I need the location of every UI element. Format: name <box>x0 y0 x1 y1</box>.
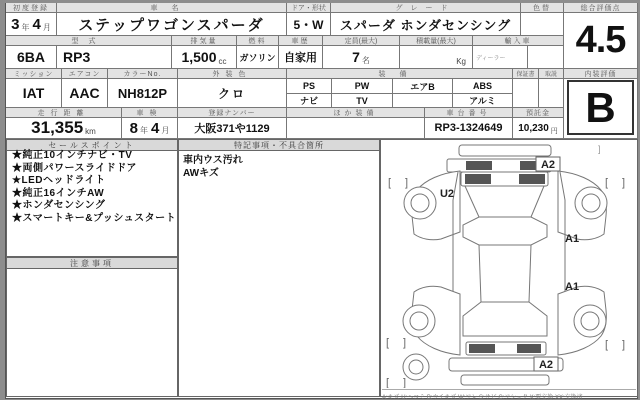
damage-mark-a2-front: A2 <box>540 159 556 171</box>
sales-point-item: ★純正10インチナビ・TV <box>12 150 133 161</box>
windshield-edge-right <box>531 186 544 217</box>
displacement-header: 排気量 <box>172 36 237 46</box>
equip-ps: PS <box>287 79 332 94</box>
history-value: 自家用 <box>279 46 323 69</box>
deposit-unit: 円 <box>550 128 558 135</box>
bracket-icon: [ <box>386 337 390 349</box>
inspection-month-unit: 月 <box>161 126 170 135</box>
inspection-value <box>122 118 178 139</box>
rear-lower-strip <box>461 375 549 385</box>
damage-diagram-panel <box>380 139 638 397</box>
load-value <box>400 46 473 69</box>
roof-panel <box>463 217 547 245</box>
front-wheel-left <box>404 187 436 219</box>
front-light-left <box>466 161 492 170</box>
bracket-icon: ] <box>403 377 407 388</box>
transmission-header: ミッション <box>6 69 62 79</box>
damage-mark-a1-front-door: A1 <box>565 233 580 245</box>
rear-light-right <box>517 344 541 353</box>
sales-point-item: ★LEDヘッドライト <box>12 175 106 186</box>
fuel-value: ガソリン <box>237 46 279 69</box>
grade-header: グレード <box>331 3 521 13</box>
displacement-value <box>172 46 237 69</box>
equip-airbag: エアB <box>393 79 453 94</box>
rear-light-left <box>469 344 495 353</box>
damage-mark-a1-rear-door: A1 <box>565 281 580 293</box>
bracket-icon: [ <box>605 339 609 351</box>
equip-navi: ナビ <box>287 94 332 108</box>
first-reg-year: 3 <box>11 15 20 33</box>
manual-header: 取説 <box>539 69 564 79</box>
import-header: 輸入車 <box>473 36 564 46</box>
sales-points-list <box>12 150 176 225</box>
import-type-note: ディーラー <box>476 55 506 62</box>
front-bumper <box>459 145 551 156</box>
roof-rear-edge-right <box>529 245 531 302</box>
bracket-icon: [ <box>605 177 609 189</box>
sales-point-item: ★スマートキー&プッシュスタート <box>12 212 177 224</box>
capacity-unit: 名 <box>361 56 370 65</box>
damage-mark-a2-rear: A2 <box>538 359 554 371</box>
first-reg-header: 初度登録 <box>6 3 57 13</box>
reg-number-value: 大阪371や1129 <box>178 118 287 139</box>
bracket-icon: ] <box>403 337 407 349</box>
grade-value: スパーダ ホンダセンシング <box>331 13 521 36</box>
bracket-icon: ] <box>622 177 626 189</box>
capacity-value <box>323 46 400 69</box>
car-name-value: ステップワゴンスパーダ <box>57 13 287 36</box>
import-empty-cell <box>528 46 564 69</box>
cowl-glass-right <box>519 174 545 184</box>
sales-point-item: ★純正16インチAW <box>12 187 105 199</box>
equip-abs: ABS <box>453 79 513 94</box>
transmission-value: IAT <box>6 79 62 108</box>
inspection-year-unit: 年 <box>140 126 148 135</box>
car-name-header: 車名 <box>57 3 287 13</box>
interior-grade-value: B <box>567 80 634 135</box>
inspection-header: 車検 <box>122 108 178 118</box>
color-no-value: NH812P <box>108 79 178 108</box>
other-equipment-value <box>287 118 425 139</box>
chassis-header: 車台番号 <box>425 108 513 118</box>
model-prefix-value: 6BA <box>6 46 57 69</box>
inspection-month: 4 <box>151 119 160 137</box>
rear-wheel-right <box>574 305 606 337</box>
equip-alloy: アルミ <box>453 94 513 108</box>
cowl-glass-left <box>465 174 491 184</box>
capacity-header: 定員(最大) <box>323 36 400 46</box>
bracket-icon: [ <box>386 377 390 388</box>
load-unit: Kg <box>456 57 466 66</box>
color-no-header: カラーNo. <box>108 69 178 79</box>
equipment-header: 装備 <box>287 69 513 79</box>
notes-box <box>6 268 178 397</box>
car-expanded-view-diagram <box>381 140 637 388</box>
other-equipment-header: ほか装備 <box>287 108 425 118</box>
deposit-header: 預託金 <box>513 108 564 118</box>
equip-empty <box>393 94 453 108</box>
overall-grade-value: 4.5 <box>564 13 638 69</box>
remark-item: 車内ウス汚れ <box>183 155 243 166</box>
windshield-edge-left <box>465 186 479 217</box>
load-header: 積載量(最大) <box>400 36 473 46</box>
import-type-cell <box>473 46 528 69</box>
reg-number-header: 登録ナンバー <box>178 108 287 118</box>
color-change-value <box>521 13 564 36</box>
first-reg-value <box>6 13 57 36</box>
car-outline <box>403 145 607 385</box>
overall-grade-header: 総合評価点 <box>564 3 638 13</box>
remarks-box <box>178 150 380 397</box>
first-reg-month: 4 <box>32 15 41 33</box>
rear-wheel-left <box>403 305 435 337</box>
notes-header: 注意事項 <box>6 257 178 269</box>
model-value: RP3 <box>57 46 172 69</box>
mileage-value <box>6 118 122 139</box>
damage-code-legend: A:キズ U:ヘコミ B:ウチキズ W:ワレ S:サビ C:フショク X:要交換 XX:交換済 <box>382 389 636 400</box>
door-header: ドア・形状 <box>287 3 331 13</box>
equip-pw: PW <box>332 79 393 94</box>
aircon-value: AAC <box>62 79 108 108</box>
interior-grade-header: 内装評価 <box>564 69 638 79</box>
mileage-unit: km <box>85 127 96 136</box>
inspection-year: 8 <box>129 119 138 137</box>
displacement-number: 1,500 <box>181 49 217 65</box>
color-change-header: 色替 <box>521 3 564 13</box>
spare-tire <box>403 354 429 380</box>
deposit-number: 10,230 <box>518 122 549 134</box>
sales-point-item: ★ホンダセンシング <box>12 200 106 211</box>
remarks-header: 特記事項・不具合箇所 <box>178 139 380 151</box>
manual-value <box>539 79 564 108</box>
mileage-header: 走行距離 <box>6 108 122 118</box>
interior-grade-cell <box>564 79 638 139</box>
capacity-number: 7 <box>352 49 360 65</box>
bracket-icon: ] <box>598 144 601 154</box>
model-header: 型式 <box>6 36 172 46</box>
rear-glass <box>463 302 547 336</box>
remark-item: AWキズ <box>183 168 219 179</box>
ext-color-value: クロ <box>178 79 287 108</box>
damage-mark-u2-fender: U2 <box>439 188 455 200</box>
front-wheel-right <box>575 187 607 219</box>
warranty-value <box>513 79 539 108</box>
sales-points-header: セールスポイント <box>6 139 178 151</box>
aircon-header: エアコン <box>62 69 108 79</box>
fuel-header: 燃料 <box>237 36 279 46</box>
warranty-header: 保証書 <box>513 69 539 79</box>
history-header: 車歴 <box>279 36 323 46</box>
door-value: 5・W <box>287 13 331 36</box>
displacement-unit: cc <box>218 57 227 66</box>
sales-point-item: ★両側パワースライドドア <box>12 162 137 174</box>
ext-color-header: 外装色 <box>178 69 287 79</box>
chassis-value: RP3-1324649 <box>425 118 513 139</box>
mileage-number: 31,355 <box>31 118 84 137</box>
equip-tv: TV <box>332 94 393 108</box>
roof-rear-edge-left <box>479 245 481 302</box>
month-unit: 月 <box>42 23 51 32</box>
bracket-icon: [ <box>388 177 392 189</box>
bracket-icon: ] <box>622 339 626 351</box>
bracket-icon: ] <box>405 177 409 189</box>
notes-content <box>7 269 177 277</box>
deposit-value <box>513 118 564 139</box>
year-unit: 年 <box>21 23 30 32</box>
